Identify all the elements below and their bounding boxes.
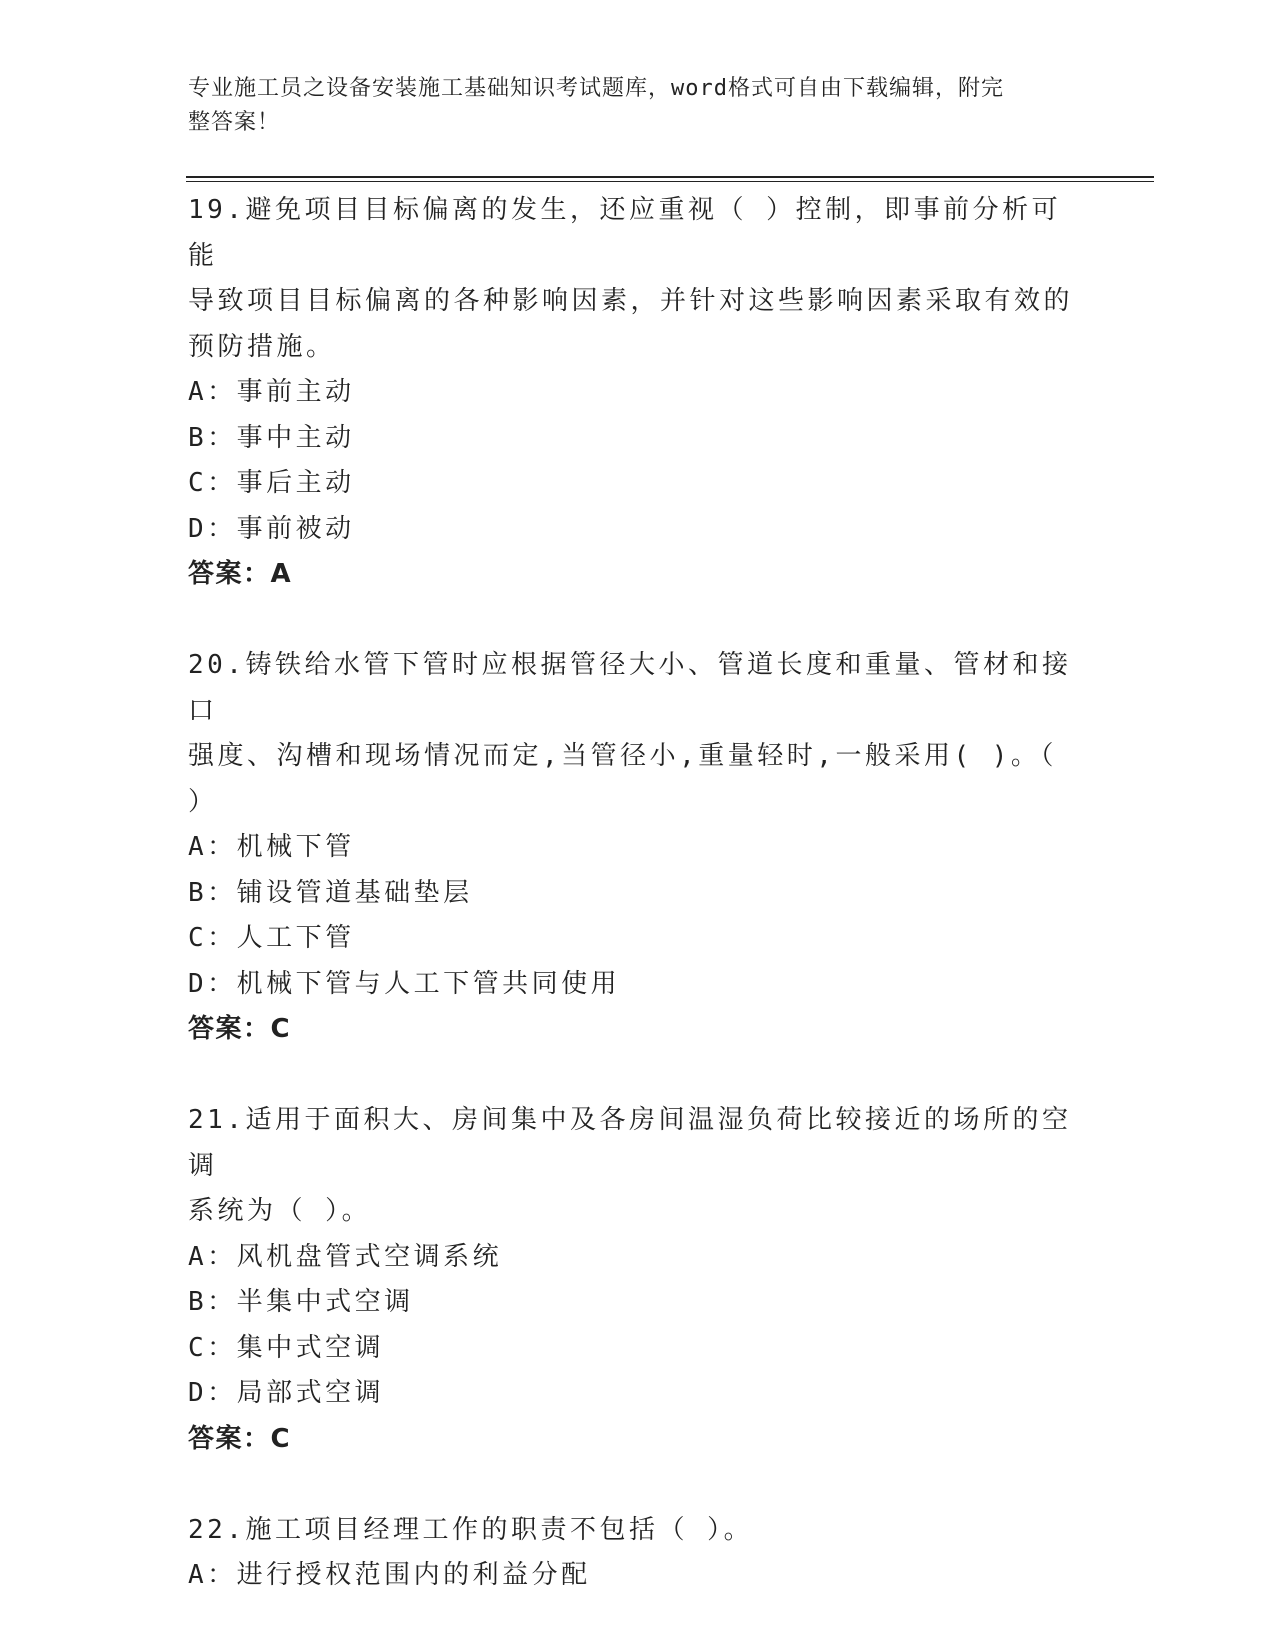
spacer: [188, 1053, 1088, 1099]
answer: 答案：C: [188, 1423, 292, 1454]
header-divider-thin: [186, 181, 1154, 182]
question-text-line: 导致项目目标偏离的各种影响因素，并针对这些影响因素采取有效的: [188, 286, 1074, 316]
answer: 答案：A: [188, 559, 293, 589]
option-a: A：进行授权范围内的利益分配: [188, 1560, 591, 1590]
spacer: [188, 598, 1088, 644]
document-header: [188, 72, 1088, 140]
option-d: D：机械下管与人工下管共同使用: [188, 968, 621, 999]
question-text-line: 22.施工项目经理工作的职责不包括（ ）。: [188, 1514, 754, 1545]
option-c: C：集中式空调: [188, 1332, 385, 1363]
question-list: [188, 188, 1088, 1599]
question-text-line: 预防措施。: [188, 331, 336, 362]
option-c: C：人工下管: [188, 923, 355, 953]
question-20: [188, 643, 1088, 1053]
header-line-1: 专业施工员之设备安装施工基础知识考试题库，word格式可自由下载编辑，附完: [188, 76, 1004, 101]
spacer: [188, 1462, 1088, 1508]
question-text-line: ）: [188, 786, 218, 817]
option-d: D：事前被动: [188, 513, 355, 544]
option-d: D：局部式空调: [188, 1378, 385, 1408]
option-a: A：风机盘管式空调系统: [188, 1241, 503, 1272]
option-b: B：事中主动: [188, 422, 355, 453]
question-text-line: 20.铸铁给水管下管时应根据管径大小、管道长度和重量、管材和接口: [188, 650, 1072, 726]
header-divider-thick: [186, 176, 1154, 178]
question-21: [188, 1098, 1088, 1462]
option-b: B：半集中式空调: [188, 1287, 414, 1317]
question-text-line: 19.避免项目目标偏离的发生，还应重视（ ）控制，即事前分析可能: [188, 195, 1062, 271]
question-19: [188, 188, 1088, 598]
question-text-line: 系统为（ ）。: [188, 1196, 372, 1226]
question-text-line: 21.适用于面积大、房间集中及各房间温湿负荷比较接近的场所的空调: [188, 1105, 1072, 1181]
option-a: A：机械下管: [188, 832, 355, 862]
question-22: [188, 1508, 1088, 1599]
answer: 答案：C: [188, 1014, 292, 1044]
header-line-2: 整答案！: [188, 110, 281, 135]
option-b: B：铺设管道基础垫层: [188, 877, 473, 908]
question-text-line: 强度、沟槽和现场情况而定,当管径小,重量轻时,一般采用( )。（: [188, 741, 1057, 771]
option-c: C：事后主动: [188, 468, 355, 498]
option-a: A：事前主动: [188, 377, 355, 407]
